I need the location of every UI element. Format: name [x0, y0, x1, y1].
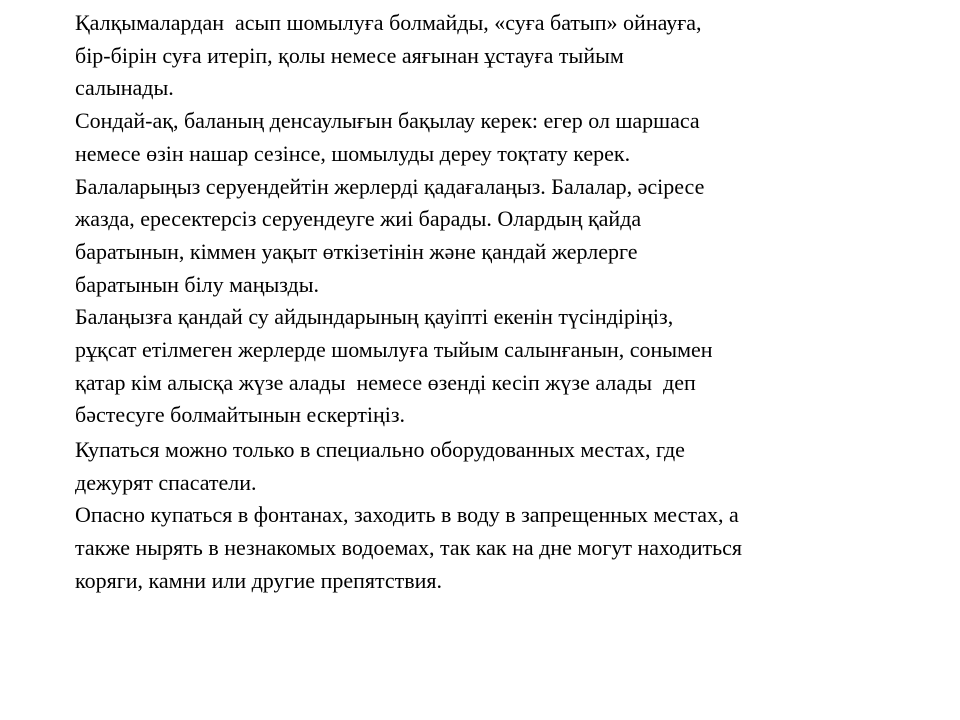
text-line: Қалқымалардан асып шомылуға болмайды, «суға батып» ойнауға, — [75, 10, 702, 35]
text-line: баратынын білу маңызды. — [75, 271, 320, 297]
text-line: Купаться можно только в специально оборудованных местах, где — [75, 437, 685, 462]
text-line: рұқсат етілмеген жерлерде шомылуға тыйым салынғанын, сонымен — [75, 337, 713, 363]
text-line: бір-бірін суға итеріп, қолы немесе аяғынан ұстауға тыйым — [75, 42, 624, 68]
text-line: коряги, камни или другие препятствия. — [75, 567, 443, 593]
text-line: также нырять в незнакомых водоемах, так как на дне могут находиться — [75, 535, 743, 561]
text-line: салынады. — [75, 75, 174, 101]
text-line: дежурят спасатели. — [75, 469, 257, 495]
text-line: жазда, ересектерсіз серуендеуге жиі барады. Олардың қайда — [75, 206, 642, 232]
text-line: баратынын, кіммен уақыт өткізетінін және қандай жерлерге — [75, 238, 638, 264]
text-line: Балаларыңыз серуендейтін жерлерді қадағалаңыз. Балалар, әсіресе — [75, 173, 705, 199]
text-line: Опасно купаться в фонтанах, заходить в воду в запрещенных местах, а — [75, 502, 739, 528]
text-line: Балаңызға қандай су айдындарының қауіпті екенін түсіндіріңіз, — [75, 304, 674, 330]
text-line: Сондай-ақ, баланың денсаулығын бақылау керек: егер ол шаршаса — [75, 108, 700, 134]
text-line: қатар кім алысқа жүзе алады немесе өзенді кесіп жүзе алады деп — [75, 369, 696, 395]
kazakh-text-block — [75, 7, 915, 432]
text-line: немесе өзін нашар сезінсе, шомылуды дереу тоқтату керек. — [75, 140, 631, 166]
text-line: бәстесуге болмайтынын ескертіңіз. — [75, 402, 406, 428]
russian-text-block — [75, 434, 915, 598]
